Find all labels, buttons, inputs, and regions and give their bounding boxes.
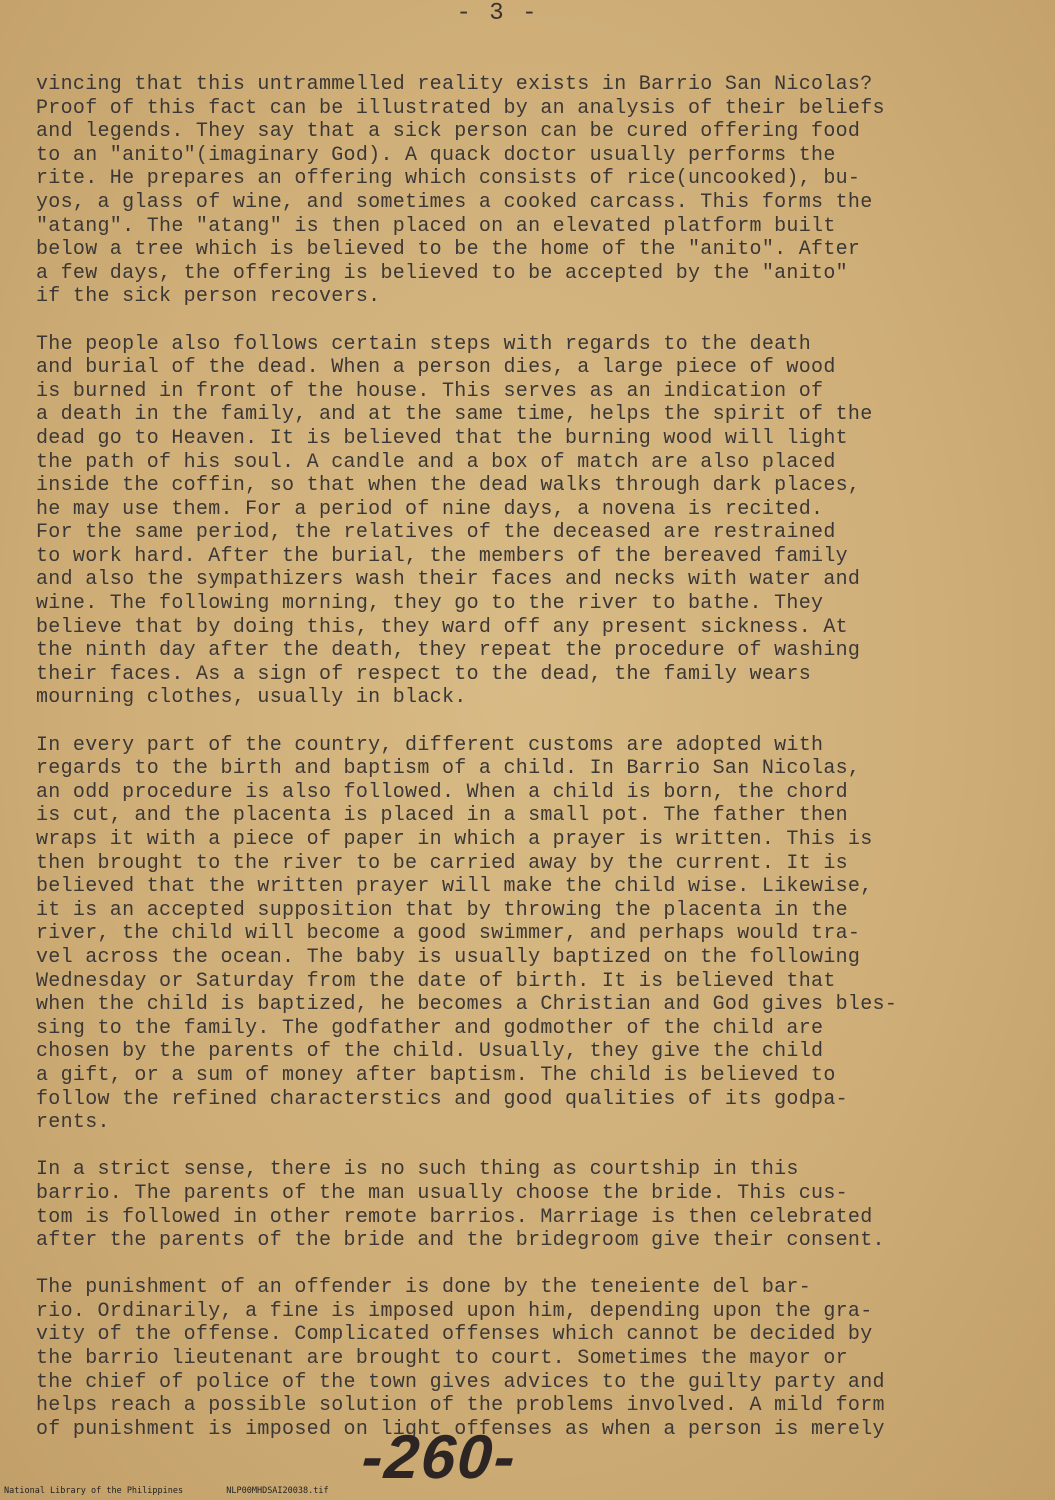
paragraph <box>36 1276 1026 1441</box>
text-line: to work hard. After the burial, the members of the bereaved family <box>36 544 848 568</box>
text-line: their faces. As a sign of respect to the dead, the family wears <box>36 662 812 686</box>
paragraph <box>36 734 1026 1135</box>
text-line: barrio. The parents of the man usually choose the bride. This cus- <box>36 1181 848 1205</box>
text-line: a few days, the offering is believed to be accepted by the "anito" <box>36 261 848 285</box>
text-line: rio. Ordinarily, a fine is imposed upon him, depending upon the gra- <box>36 1299 873 1323</box>
text-line: In a strict sense, there is no such thing as courtship in this <box>36 1158 799 1182</box>
text-line: of punishment is imposed on light offenses as when a person is merely <box>36 1417 885 1441</box>
text-line: rite. He prepares an offering which consists of rice(uncooked), bu- <box>36 167 861 191</box>
text-line: after the parents of the bride and the bridegroom give their consent. <box>36 1229 885 1253</box>
text-line: the ninth day after the death, they repeat the procedure of washing <box>36 639 861 663</box>
text-line: The punishment of an offender is done by the teneiente del bar- <box>36 1276 812 1300</box>
text-line: the barrio lieutenant are brought to court. Sometimes the mayor or <box>36 1347 848 1371</box>
paragraph <box>36 1158 1026 1252</box>
text-line: an odd procedure is also followed. When a child is born, the chord <box>36 780 848 804</box>
text-line: mourning clothes, usually in black. <box>36 686 467 710</box>
paragraph <box>36 73 1026 309</box>
text-line: is burned in front of the house. This serves as an indication of <box>36 379 824 403</box>
text-line: he may use them. For a period of nine days, a novena is recited. <box>36 497 824 521</box>
text-line: is cut, and the placenta is placed in a small pot. The father then <box>36 804 848 828</box>
text-line: to an "anito"(imaginary God). A quack doctor usually performs the <box>36 143 836 167</box>
text-line: dead go to Heaven. It is believed that the burning wood will light <box>36 426 848 450</box>
text-line: wraps it with a piece of paper in which a prayer is written. This is <box>36 828 873 851</box>
text-line: the path of his soul. A candle and a box of match are also placed <box>36 450 836 474</box>
text-line: if the sick person recovers. <box>36 285 381 309</box>
text-line: chosen by the parents of the child. Usually, they give the child <box>36 1040 824 1064</box>
text-line: a gift, or a sum of money after baptism. The child is believed to <box>36 1063 836 1087</box>
text-line: a death in the family, and at the same time, helps the spirit of the <box>36 403 873 427</box>
text-line: For the same period, the relatives of the deceased are restrained <box>36 521 836 545</box>
text-line: and also the sympathizers wash their faces and necks with water and <box>36 568 861 592</box>
text-line: and legends. They say that a sick person can be cured offering food <box>36 120 861 144</box>
footer-library: National Library of the Philippines <box>4 1486 184 1496</box>
text-line: river, the child will become a good swimmer, and perhaps would tra- <box>36 922 861 946</box>
text-line: helps reach a possible solution of the problems involved. A mild form <box>36 1394 885 1418</box>
text-line: below a tree which is believed to be the home of the "anito". After <box>36 238 861 262</box>
text-line: yos, a glass of wine, and sometimes a cooked carcass. This forms the <box>36 190 873 214</box>
body-text <box>36 73 1026 1465</box>
text-line: follow the refined characterstics and good qualities of its godpa- <box>36 1087 848 1111</box>
paragraph <box>36 333 1026 711</box>
text-line: sing to the family. The godfather and godmother of the child are <box>36 1016 824 1040</box>
text-line: vincing that this untrammelled reality exists in Barrio San Nicolas? <box>36 73 873 96</box>
text-line: wine. The following morning, they go to the river to bathe. They <box>36 592 824 616</box>
text-line: when the child is baptized, he becomes a Christian and God gives bles- <box>36 993 898 1017</box>
text-line: inside the coffin, so that when the dead walks through dark places, <box>36 474 861 498</box>
text-line: the chief of police of the town gives advices to the guilty party and <box>36 1370 885 1394</box>
text-line: vity of the offense. Complicated offenses which cannot be decided by <box>36 1323 873 1347</box>
text-line: believe that by doing this, they ward off any present sickness. At <box>36 615 848 639</box>
text-line: In every part of the country, different customs are adopted with <box>36 733 824 757</box>
footer <box>4 1486 329 1496</box>
text-line: The people also follows certain steps with regards to the death <box>36 332 812 356</box>
text-line: rents. <box>36 1111 110 1135</box>
text-line: believed that the written prayer will make the child wise. Likewise, <box>36 875 873 899</box>
text-line: regards to the birth and baptism of a child. In Barrio San Nicolas, <box>36 757 861 781</box>
page-number: - 3 - <box>456 0 539 27</box>
text-line: then brought to the river to be carried away by the current. It is <box>36 851 848 875</box>
text-line: it is an accepted supposition that by throwing the placenta in the <box>36 898 848 922</box>
text-line: Wednesday or Saturday from the date of birth. It is believed that <box>36 969 836 993</box>
handwritten-page-stamp: -260- <box>359 1423 520 1492</box>
text-line: "atang". The "atang" is then placed on an elevated platform built <box>36 214 836 238</box>
footer-filename: NLP00MHDSAI20038.tif <box>226 1486 329 1496</box>
text-line: Proof of this fact can be illustrated by an analysis of their beliefs <box>36 96 885 120</box>
text-line: vel across the ocean. The baby is usually baptized on the following <box>36 945 861 969</box>
text-line: and burial of the dead. When a person dies, a large piece of wood <box>36 356 836 380</box>
text-line: tom is followed in other remote barrios. Marriage is then celebrated <box>36 1205 873 1229</box>
